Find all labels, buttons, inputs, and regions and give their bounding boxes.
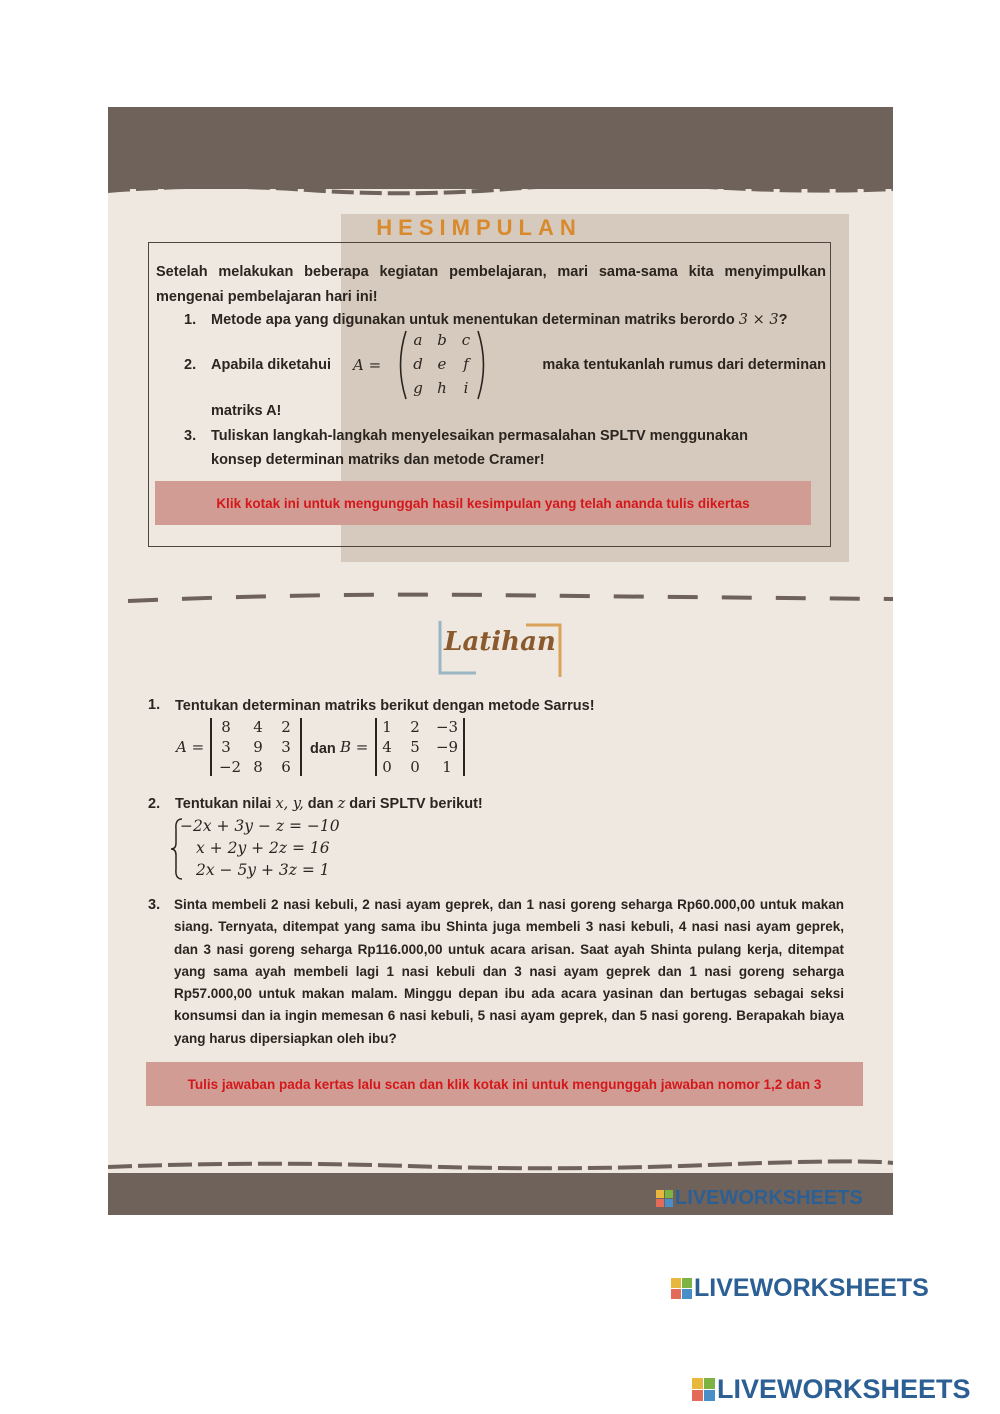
inner-brand-text: LIVEWORKSHEETS: [675, 1187, 863, 1209]
p1-dan: dan: [310, 741, 336, 757]
p3-number: 3.: [148, 897, 161, 913]
det-b-entry: 0: [410, 758, 420, 776]
upload-jawaban-button[interactable]: Tulis jawaban pada kertas lalu scan dan klik kotak ini untuk mengunggah jawaban nomor 1,2 dan 3: [146, 1062, 863, 1106]
det-a-entry: 6: [281, 758, 291, 776]
latihan-title: Latihan: [444, 627, 556, 657]
q1-question: Metode apa yang digunakan untuk menentukan determinan matriks berordo: [211, 312, 735, 328]
det-b-entry: 5: [410, 738, 420, 756]
det-b-entry: −9: [435, 738, 459, 756]
matrix-entry: f: [463, 355, 469, 373]
top-divider: [108, 179, 893, 199]
q3-line2: konsep determinan matriks dan metode Cramer!: [211, 452, 545, 468]
matrix-entry: h: [437, 379, 447, 397]
p1-matrix-b-label: B =: [340, 738, 369, 756]
equation-3: 2x − 5y + 3z = 1: [196, 861, 330, 879]
det-b-entry: 4: [382, 738, 392, 756]
equation-2: x + 2y + 2z = 16: [196, 839, 330, 857]
liveworksheets-logo-icon: [692, 1378, 715, 1401]
liveworksheets-logo-icon: [671, 1278, 692, 1299]
det-b-entry: 2: [410, 718, 420, 736]
determinant-a: [210, 718, 302, 778]
q2-number: 2.: [184, 357, 197, 373]
header-band: [108, 107, 893, 189]
upload-kesimpulan-button[interactable]: Klik kotak ini untuk mengunggah hasil kesimpulan yang telah ananda tulis dikertas: [155, 481, 811, 525]
det-a-entry: 8: [253, 758, 263, 776]
p2-vars: x, y,: [275, 796, 304, 812]
middle-divider: [108, 585, 893, 609]
worksheet-page: [108, 107, 893, 1215]
matrix-entry: c: [461, 331, 471, 349]
q3-number: 3.: [184, 428, 197, 444]
q2-tail: matriks A!: [211, 403, 282, 419]
matrix-entry: a: [413, 331, 423, 349]
q1-order: 3 × 3: [738, 312, 779, 328]
brand-text-2: LIVEWORKSHEETS: [717, 1374, 971, 1404]
inner-brand: [656, 1187, 863, 1210]
p2-text: [175, 792, 575, 816]
matrix-entry: d: [413, 355, 423, 373]
brand-text-1: LIVEWORKSHEETS: [694, 1274, 929, 1302]
q1-number: 1.: [184, 312, 197, 328]
q1-text: [211, 308, 831, 332]
det-b-entry: 1: [382, 718, 392, 736]
q2-intro: Apabila diketahui: [211, 357, 332, 373]
det-a-entry: 2: [281, 718, 291, 736]
p2-number: 2.: [148, 796, 161, 812]
matrix-entry: b: [437, 331, 447, 349]
q1-end: ?: [778, 312, 788, 328]
p1-matrix-a-label: A =: [176, 738, 205, 756]
p3-text: Sinta membeli 2 nasi kebuli, 2 nasi ayam geprek, dan 1 nasi goreng seharga Rp60.000,00 untuk makan siang. Ternyata, ditempat yang sama ibu Shinta juga membeli 3 nasi kebuli, 4 nasi nasi ayam geprek, dan 3 nasi goreng seharga Rp116.000,00 untuk acara arisan. Saat ayah Shinta pulang kerja, ditempat yang sama ayah membeli lagi 1 nasi kebuli dan 3 nasi ayam geprek dan 1 nasi goreng seharga Rp57.000,00 untuk makan malam. Minggu depan ibu ada acara yasinan dan bertugas sebagai seksi konsumsi dan ia ingin memesan 6 nasi kebuli, 5 nasi ayam geprek, dan 5 nasi goreng. Berapakah biaya yang harus dipersiapkan oleh ibu?: [174, 897, 844, 1046]
matrix-entry: e: [437, 355, 447, 373]
det-a-entry: 4: [253, 718, 263, 736]
p2-text-a: Tentukan nilai: [175, 796, 272, 812]
q2-matrix-label: A =: [353, 356, 382, 374]
q3-line1: Tuliskan langkah-langkah menyelesaikan permasalahan SPLTV menggunakan: [211, 428, 748, 444]
det-b-entry: −3: [435, 718, 459, 736]
det-a-entry: 3: [221, 738, 231, 756]
determinant-b: [375, 718, 465, 778]
brand-logo-2: [692, 1374, 971, 1405]
det-a-entry: −2: [218, 758, 242, 776]
brand-logo-1: [671, 1274, 929, 1303]
det-a-entry: 9: [253, 738, 263, 756]
p2-var-z: z: [337, 796, 346, 812]
q2-continuation: maka tentukanlah rumus dari determinan: [542, 357, 826, 373]
kesimpulan-title: HESIMPULAN: [376, 215, 582, 240]
q2-matrix: [394, 329, 490, 401]
latihan-heading: [436, 621, 564, 677]
kesimpulan-intro: Setelah melakukan beberapa kegiatan pembelajaran, mari sama-sama kita menyimpulkan mengenai pembelajaran hari ini!: [156, 264, 826, 305]
det-a-entry: 3: [281, 738, 291, 756]
matrix-entry: i: [463, 379, 469, 397]
p1-number: 1.: [148, 697, 161, 713]
p2-text-c: dari SPLTV berikut!: [349, 796, 483, 812]
det-b-entry: 0: [382, 758, 392, 776]
det-b-entry: 1: [442, 758, 452, 776]
matrix-entry: g: [413, 379, 423, 397]
p2-text-b: dan: [307, 796, 334, 812]
det-a-entry: 8: [221, 718, 231, 736]
equation-1: −2x + 3y − z = −10: [180, 817, 340, 835]
p1-text: Tentukan determinan matriks berikut dengan metode Sarrus!: [175, 698, 595, 714]
liveworksheets-logo-icon: [656, 1190, 673, 1207]
